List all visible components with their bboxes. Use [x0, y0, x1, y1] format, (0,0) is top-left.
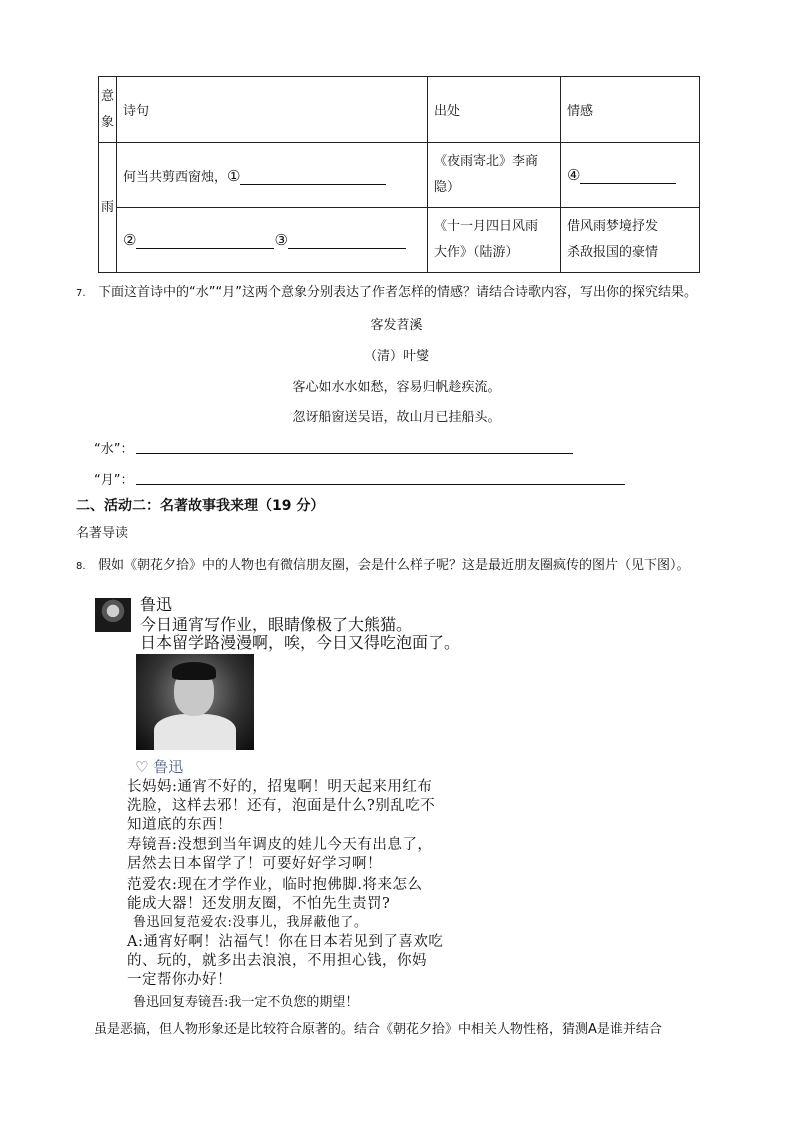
likes-row	[135, 756, 183, 777]
poem-line-1: 客心如水水如愁，容易归帆趁疾流。	[292, 380, 501, 395]
row1-source-line2: 隐）	[434, 180, 461, 195]
footer-text: 虽是恶搞，但人物形象还是比较符合原著的。结合《朝花夕拾》中相关人物性格，猜测A是谁并结合	[94, 1022, 662, 1037]
poem-author: （清）叶燮	[363, 349, 429, 364]
author-avatar	[95, 598, 131, 632]
blank-3[interactable]	[288, 234, 406, 249]
post-author: 鲁迅	[140, 595, 173, 614]
row2-emotion-line2: 杀敌报国的豪情	[567, 245, 659, 260]
photo-shirt	[154, 714, 236, 750]
header-imagery-text: 意象	[100, 88, 114, 130]
question-8-number: 8.	[76, 561, 86, 572]
row2-source-line2: 大作》（陆游）	[434, 245, 519, 260]
comment-line-1: 长妈妈:通宵不好的，招鬼啊！明天起来用红布	[127, 779, 433, 795]
post-line-1: 今日通宵写作业，眼睛像极了大熊猫。	[140, 615, 413, 634]
comment-line-3: 知道底的东西！	[127, 817, 232, 833]
section-2-title: 二、活动二：名著故事我来理（19 分）	[76, 498, 325, 514]
row2-source-line1: 《十一月四日风雨	[434, 219, 539, 234]
group-rain: 雨	[99, 143, 117, 273]
comment-line-9: 的、玩的，就多出去浪浪，不用担心钱，你妈	[127, 953, 427, 969]
blank-mark-4: ④	[567, 166, 581, 184]
answer-moon-line[interactable]	[136, 484, 625, 485]
reply-line-1: 鲁迅回复范爱农:没事儿，我屏蔽他了。	[133, 915, 368, 930]
blank-mark-1: ①	[227, 166, 241, 185]
blank-4[interactable]	[580, 169, 676, 184]
blank-1[interactable]	[240, 170, 386, 185]
likes-name: 鲁迅	[153, 758, 184, 776]
row2-source	[428, 208, 561, 273]
reply-line-2: 鲁迅回复寿镜吾:我一定不负您的期望！	[133, 995, 359, 1010]
comment-line-4: 寿镜吾:没想到当年调皮的娃儿今天有出息了，	[127, 837, 433, 853]
row1-verse: 何当共剪西窗烛，	[123, 169, 228, 185]
comment-line-8: A:通宵好啊！沾福气！你在日本若见到了喜欢吃	[127, 934, 444, 950]
row2-emotion-line1: 借风雨梦境抒发	[567, 219, 659, 234]
comment-line-2: 洗脸，这样去邪！还有，泡面是什么?别乱吃不	[127, 798, 436, 814]
question-7-number: 7.	[76, 288, 86, 299]
blank-mark-3: ③	[274, 231, 288, 249]
heart-icon: ♡	[135, 758, 149, 776]
post-photo	[136, 654, 254, 750]
answer-water-label: “水”：	[94, 442, 134, 457]
comment-line-10: 一定帮你办好！	[127, 972, 232, 988]
blank-mark-2: ②	[123, 231, 137, 249]
header-emotion: 情感	[561, 77, 700, 143]
photo-hair	[172, 662, 216, 680]
header-source: 出处	[428, 77, 561, 143]
row2-emotion	[561, 208, 700, 273]
comment-line-7: 能成大器！还发朋友圈，不怕先生责罚?	[127, 896, 391, 912]
moments-post	[92, 592, 542, 1002]
question-8	[76, 554, 690, 573]
header-imagery	[99, 77, 117, 143]
comment-line-5: 居然去日本留学了！可要好好学习啊！	[127, 856, 382, 872]
row2-verse-cell	[117, 208, 428, 273]
section-2-subtitle: 名著导读	[76, 526, 129, 541]
question-8-text: 假如《朝花夕拾》中的人物也有微信朋友圈，会是什么样子呢？这是最近朋友圈疯传的图片（见下图）。	[98, 558, 690, 573]
question-7	[76, 281, 697, 300]
poem-line-2: 忽讶船窗送吴语，故山月已挂船头。	[292, 410, 501, 425]
comment-line-6: 范爱农:现在才学作业，临时抱佛脚.将来怎么	[127, 877, 423, 893]
row1-source	[428, 143, 561, 208]
imagery-table	[98, 76, 700, 273]
row1-emotion	[561, 143, 700, 208]
post-line-2: 日本留学路漫漫啊，唉，今日又得吃泡面了。	[140, 633, 461, 652]
row1-source-line1: 《夜雨寄北》李商	[434, 154, 539, 169]
header-verse: 诗句	[117, 77, 428, 143]
row1-verse-cell	[117, 143, 428, 208]
answer-water-line[interactable]	[136, 453, 573, 454]
poem-title: 客发苕溪	[370, 318, 423, 333]
blank-2[interactable]	[136, 234, 274, 249]
answer-moon-label: “月”：	[94, 473, 134, 488]
question-7-text: 下面这首诗中的“水”“月”这两个意象分别表达了作者怎样的情感？请结合诗歌内容，写出你的探究结果。	[98, 285, 697, 300]
